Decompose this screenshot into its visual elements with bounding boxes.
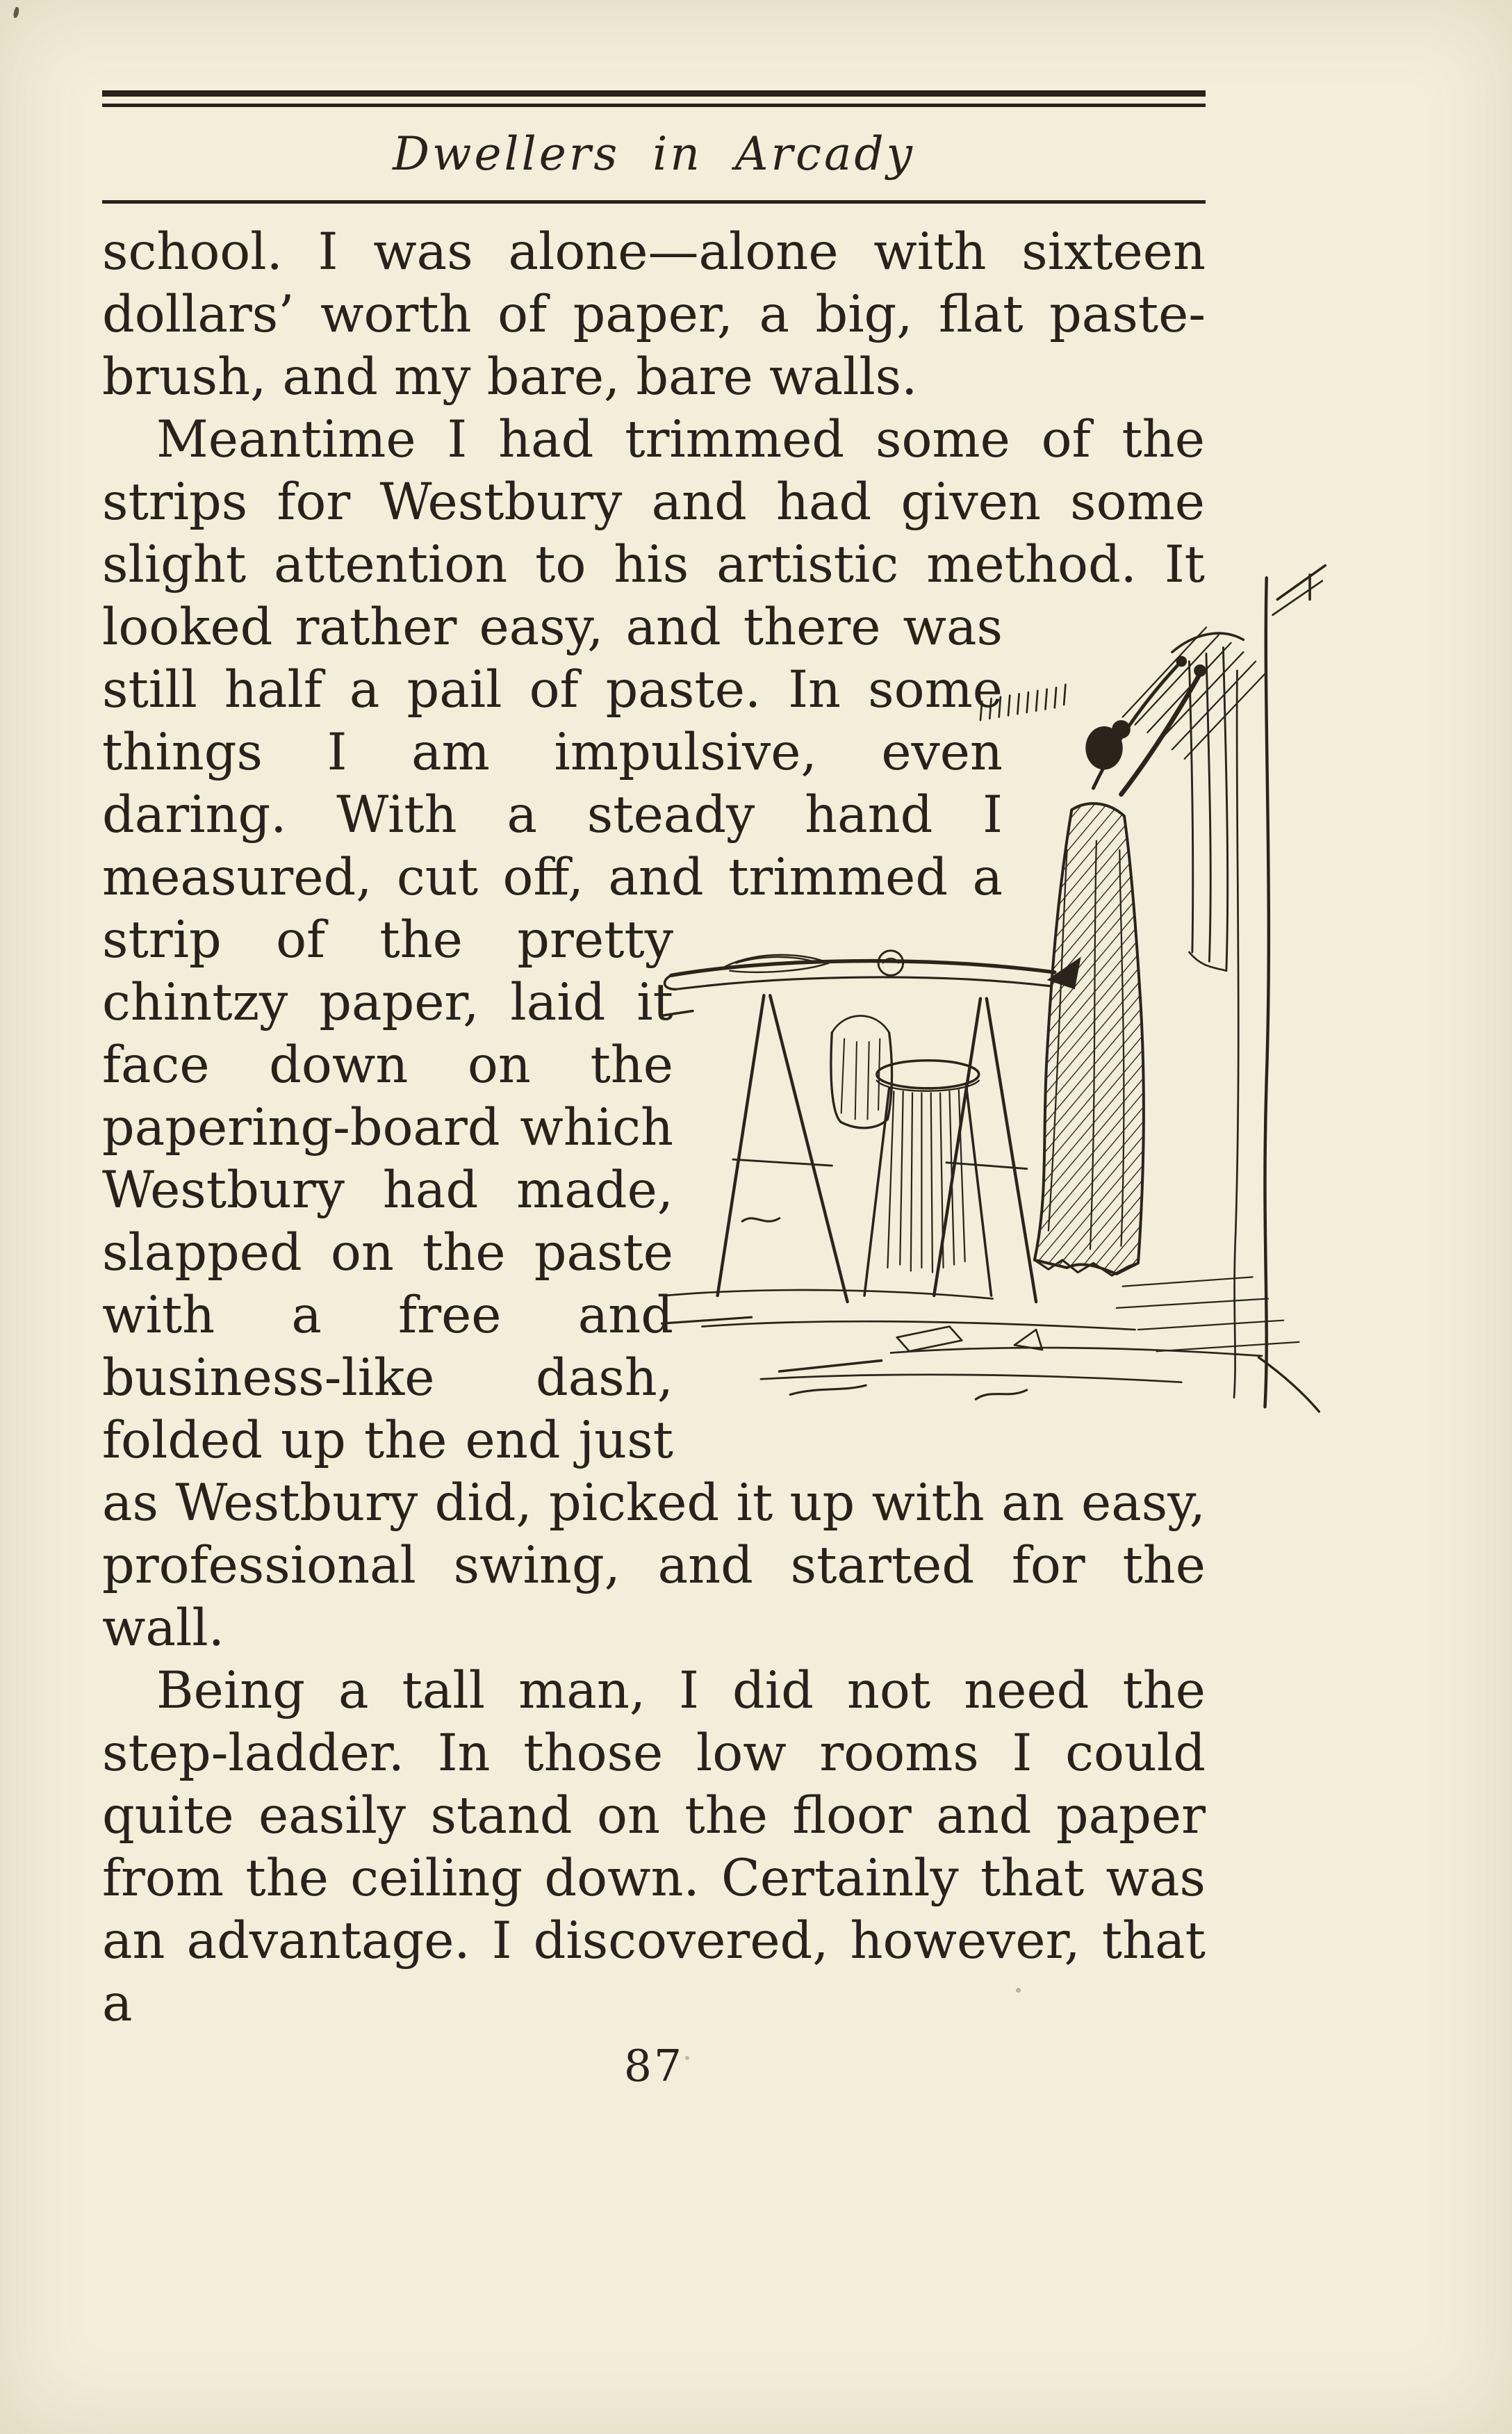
header-rule — [102, 200, 1206, 204]
page-number: 87 — [623, 2041, 684, 2091]
paragraph-text: Being a tall man, I did not need the step-ladder. In those low rooms I could quite easily stand on the floor and paper from the ceiling down. Certainly that was an advantage. I discovered, however, that a — [102, 1661, 1206, 2033]
paragraph-text: Meantime I had trimmed some of the strips for Westbury and had given some slight attention to his artistic method. It looked rather easy, and there was still half a pail of paste. In some things I am impulsive, even daring. With a steady hand I measured, cut off, and trimmed a strip of the pretty chintzy paper, laid it face down on the papering-board which Westbury had made, slapped on the paste with a free and business-like dash, folded up the end just as Westbury did, picked it up with an easy, professional swing, and started for the wall. — [102, 410, 1206, 1658]
scan-speck — [13, 6, 20, 18]
header-double-rule — [102, 90, 1206, 107]
wrap-spacer — [1205, 409, 1206, 596]
paragraph-text: school. I was alone—alone with sixteen dollars’ worth of paper, a big, flat paste-brush, and my bare, bare walls. — [102, 222, 1206, 407]
wrap-spacer — [673, 909, 1206, 1412]
paragraph — [102, 409, 1206, 1660]
paragraph — [102, 1660, 1206, 2035]
wrap-spacer — [1003, 596, 1206, 909]
paragraph — [102, 221, 1206, 409]
header-title: Dwellers in Arcady — [393, 127, 915, 181]
page-text — [102, 221, 1206, 2098]
